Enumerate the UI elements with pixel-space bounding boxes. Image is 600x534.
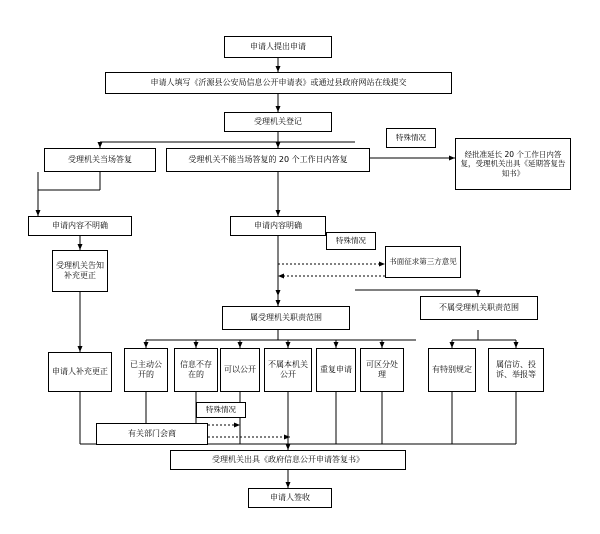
node-onsite-reply: 受理机关当场答复 <box>44 148 156 172</box>
node-consult-third-party: 书面征求第三方意见 <box>385 246 461 278</box>
node-fill-application-form: 申请人填写《沂源县公安局信息公开申请表》或通过县政府网站在线提交 <box>105 72 452 94</box>
node-not-exist: 信息不存在的 <box>174 348 218 392</box>
node-can-publish: 可以公开 <box>220 348 260 392</box>
node-special-regulation: 有特别规定 <box>428 348 476 392</box>
node-registration: 受理机关登记 <box>224 112 332 132</box>
node-within-duty-scope: 属受理机关职责范围 <box>222 306 350 330</box>
node-department-consultation: 有关部门会商 <box>96 423 208 445</box>
node-content-clear: 申请内容明确 <box>230 216 326 236</box>
node-petition-complaint: 属信访、投诉、举报等 <box>488 348 544 392</box>
annotation-special-case-2: 特殊情况 <box>326 232 376 250</box>
node-extended-reply-notice: 经批准延长 20 个工作日内答复，受理机关出具《延期答复告知书》 <box>455 138 571 190</box>
node-applicant-receipt: 申请人签收 <box>248 488 332 508</box>
node-applicant-submit: 申请人提出申请 <box>224 36 332 58</box>
node-outside-duty-scope: 不属受理机关职责范围 <box>420 296 538 320</box>
node-content-unclear: 申请内容不明确 <box>28 216 132 236</box>
annotation-special-case-3: 特殊情况 <box>196 402 246 418</box>
node-already-published: 已主动公开的 <box>124 348 168 392</box>
node-reply-within-20-days: 受理机关不能当场答复的 20 个工作日内答复 <box>166 148 370 172</box>
node-separable-handling: 可区分处理 <box>360 348 404 392</box>
node-duplicate-application: 重复申请 <box>316 348 356 392</box>
annotation-special-case-1: 特殊情况 <box>386 128 436 148</box>
node-applicant-supplement: 申请人补充更正 <box>48 352 112 392</box>
node-issue-reply-letter: 受理机关出具《政府信息公开申请答复书》 <box>170 450 406 470</box>
node-not-this-agency: 不属本机关公开 <box>264 348 312 392</box>
node-notify-supplement: 受理机关告知补充更正 <box>52 250 108 292</box>
